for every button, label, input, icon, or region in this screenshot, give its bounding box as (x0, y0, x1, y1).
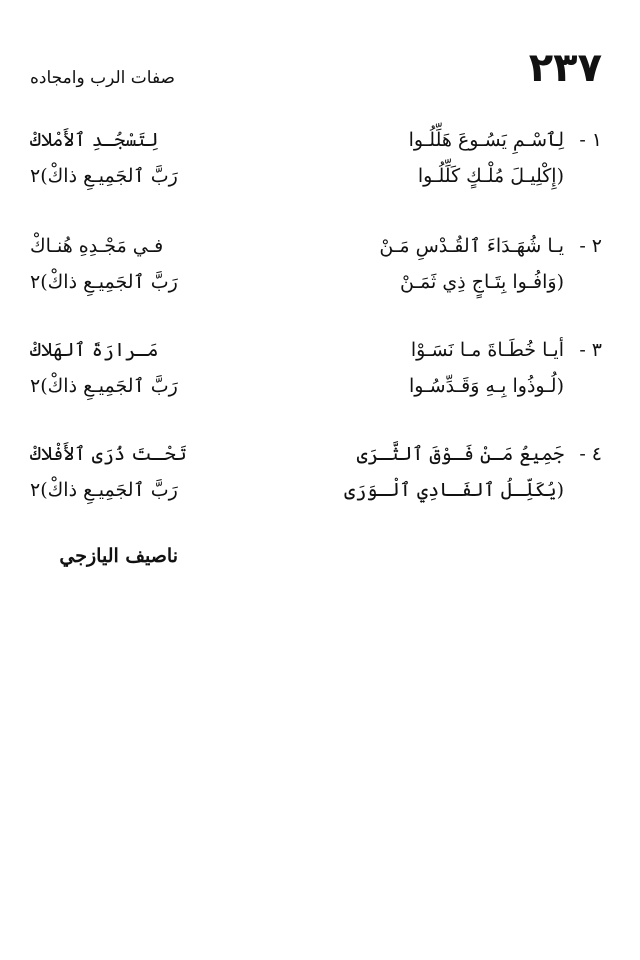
second-hemistich: لِتَسْجُـدِ ٱلأَمْلاكْ (30, 129, 159, 151)
stanza-line (30, 264, 602, 300)
stanza-number: ٣ - (579, 339, 602, 361)
author-name: ناصيف اليازجي (59, 545, 178, 567)
running-title: صفات الرب وامجاده (30, 68, 175, 88)
stanza-line (30, 368, 602, 404)
first-hemistich: (وَافُـوا بِتَـاجٍ ذِي ثَمَـنْ (399, 271, 564, 293)
stanza-line (30, 436, 602, 472)
first-hemistich: جَمِيعُ مَـنْ فَـوْقَ ٱلثَّـرَى (356, 443, 564, 465)
first-hemistich: (لُـوذُوا بِـهِ وَقَـدِّسُـوا (409, 375, 564, 397)
stanza-2 (30, 228, 602, 300)
second-hemistich: رَبَّ ٱلجَمِيـعِ ذاكْ)٢ (30, 375, 178, 397)
second-hemistich: فـي مَجْـدِهِ هُنـاكْ (30, 235, 164, 257)
first-hemistich: أيـا خُطَـاةَ مـا نَسَـوْا (410, 339, 564, 361)
first-hemistich: يـا شُهَـدَاءَ ٱلقُـدْسِ مَـنْ (379, 235, 564, 257)
stanza-line (30, 332, 602, 368)
stanza-number: ١ - (579, 129, 602, 151)
stanza-line (30, 472, 602, 508)
stanza-1 (30, 122, 602, 194)
page-number: ٢٣٧ (528, 45, 602, 91)
stanza-number: ٢ - (579, 235, 602, 257)
second-hemistich: مَـرارَةَ ٱلهَلاكْ (30, 339, 159, 361)
stanza-line (30, 228, 602, 264)
stanza-line (30, 122, 602, 158)
second-hemistich: تَحْـتَ ذُرَى ٱلأَفْلاكْ (30, 443, 187, 465)
second-hemistich: رَبَّ ٱلجَمِيـعِ ذاكْ)٢ (30, 165, 178, 187)
stanza-4 (30, 436, 602, 508)
stanza-3 (30, 332, 602, 404)
first-hemistich: لِٱسْـمِ يَسُـوعَ هَلِّلُـوا (408, 129, 564, 151)
second-hemistich: رَبَّ ٱلجَمِيـعِ ذاكْ)٢ (30, 271, 178, 293)
first-hemistich: (إِكْلِيـلَ مُلْـكٍ كَلِّلُـوا (417, 165, 564, 187)
second-hemistich: رَبَّ ٱلجَمِيـعِ ذاكْ)٢ (30, 479, 178, 501)
first-hemistich: (يُكَلِّـلُ ٱلفَـادِي ٱلْـوَرَى (344, 479, 564, 501)
stanza-line (30, 158, 602, 194)
stanza-number: ٤ - (579, 443, 602, 465)
